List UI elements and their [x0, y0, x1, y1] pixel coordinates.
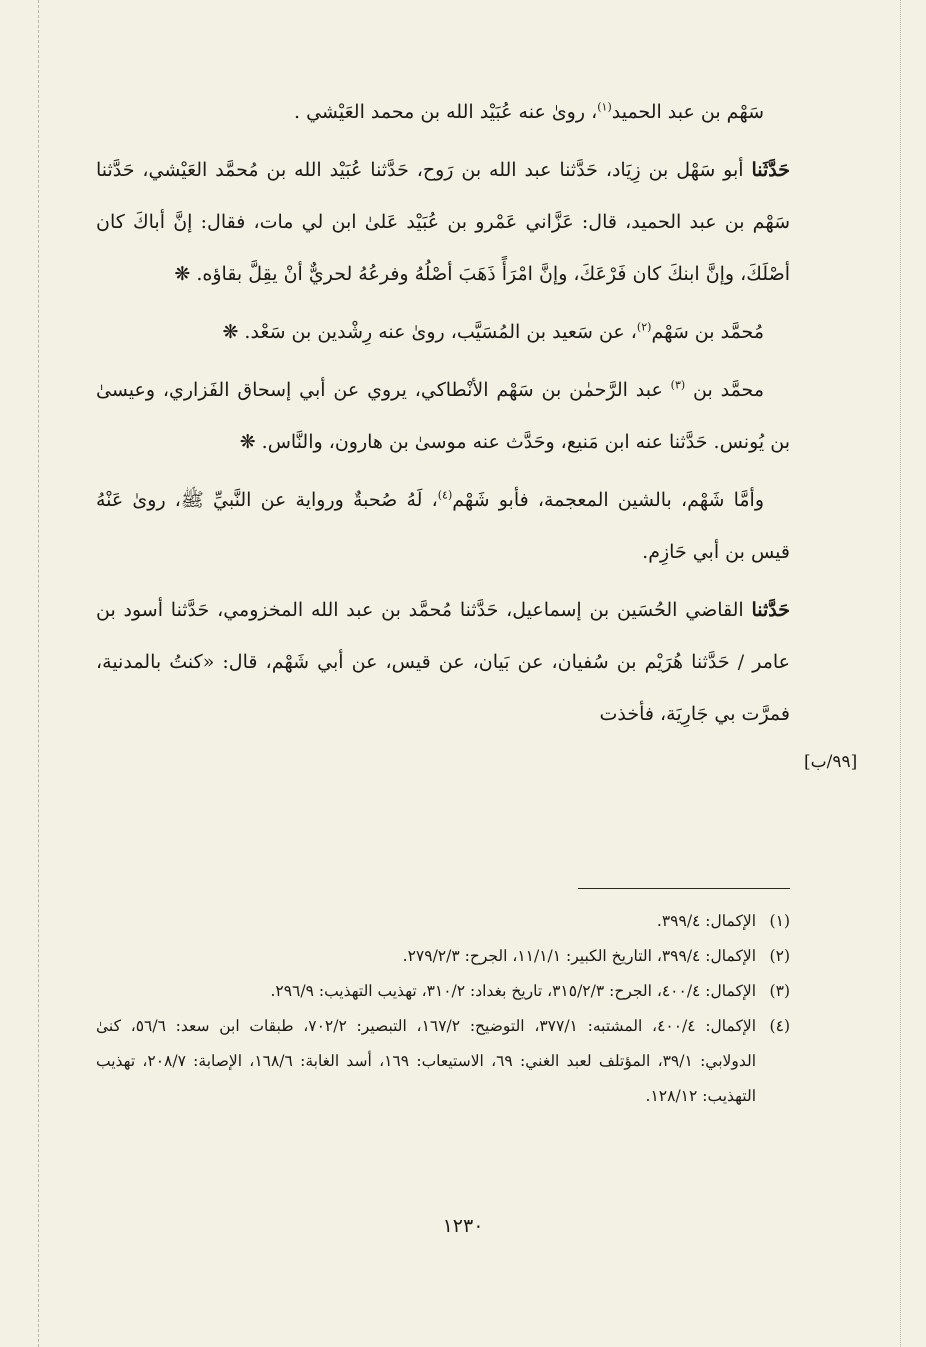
entry-text: ، لَهُ صُحبةٌ ورواية عن النَّبيِّ ﷺ، روىٰ عَنْهُ قيس بن أبي حَازِم. — [96, 489, 790, 563]
isnad-paragraph-2 — [96, 584, 790, 740]
haddathana-lead: حَدَّثَنا — [751, 159, 790, 181]
manuscript-folio-marker: [٩٩/ب] — [804, 752, 858, 772]
footnote-ref-2: (٢) — [636, 320, 652, 334]
entry-muhammad-ibn-sahm — [96, 306, 790, 358]
scan-edge-right — [900, 0, 901, 1347]
entry-text: محمَّد بن — [685, 379, 764, 401]
entry-text: ، عن سَعيد بن المُسَيَّب، روىٰ عنه رِشْدين بن سَعْد. ❋ — [222, 321, 637, 343]
footnote-text: الإكمال: ٣٩٩/٤. — [656, 912, 756, 930]
isnad-paragraph-1 — [96, 144, 790, 300]
entry-text: وأمَّا شَهْم، بالشين المعجمة، فأبو شَهْم — [452, 489, 764, 511]
entry-text: مُحمَّد بن سَهْم — [651, 321, 764, 343]
page-number: ١٢٣٠ — [442, 1215, 484, 1237]
footnote-divider — [578, 888, 790, 889]
footnote-number: (٢) — [769, 947, 790, 965]
footnote-2 — [96, 939, 790, 974]
isnad-text: أبو سَهْل بن زِيَاد، حَدَّثنا عبد الله بن رَوح، حَدَّثنا عُبَيْد الله بن مُحمَّد العَيْشي، حَدَّثنا سَهْم بن عبد الحميد، قال: عَزَّاني عَمْرو بن عُبَيْد عَلىٰ ابن لي مات، فقال: إنَّ أباكَ كان أصْلَكَ، وإنَّ ابنكَ كان فَرْعَكَ، وإنَّ امْرَأً ذَهَبَ أصْلُهُ وفرعُهُ لحريٌّ أنْ يقِلَّ بقاؤه. ❋ — [96, 159, 790, 285]
footnote-ref-3: (٣) — [670, 378, 686, 392]
entry-abu-shahm — [96, 474, 790, 578]
footnote-text: الإكمال: ٣٩٩/٤، التاريخ الكبير: ١١/١/١، الجرح: ٢٧٩/٢/٣. — [402, 947, 756, 965]
entry-muhammad-ibn-abd-al-rahman — [96, 364, 790, 468]
footnote-text: الإكمال: ٤٠٠/٤، الجرح: ٣١٥/٢/٣، تاريخ بغداد: ٣١٠/٢، تهذيب التهذيب: ٢٩٦/٩. — [270, 982, 756, 1000]
entry-text: عبد الرَّحمٰن بن سَهْم الأنْطاكي، يروي عن أبي إسحاق الفَزاري، وعيسىٰ بن يُونس. حَدَّثنا عنه ابن مَنيع، وحَدَّث عنه موسىٰ بن هارون، والنَّاس. ❋ — [96, 379, 790, 453]
haddathana-lead: حَدَّثنا — [751, 599, 790, 621]
footnote-text: الإكمال: ٤٠٠/٤، المشتبه: ٣٧٧/١، التوضيح: ١٦٧/٢، التبصير: ٧٠٢/٢، طبقات ابن سعد: ٥٦/٦، كنىٰ الدولابي: ٣٩/١، المؤتلف لعبد الغني: ٦٩، الاستيعاب: ١٦٩، أسد الغابة: ١٦٨/٦، الإصابة: ٢٠٨/٧، تهذيب التهذيب: ١٢٨/١٢. — [96, 1017, 757, 1105]
footnote-1 — [96, 904, 790, 939]
footnote-number: (٣) — [769, 982, 790, 1000]
footnote-ref-4: (٤) — [437, 488, 453, 502]
entry-sahm-ibn-abd-al-hamid — [96, 86, 790, 138]
entry-text: ، روىٰ عنه عُبَيْد الله بن محمد العَيْشي . — [294, 101, 598, 123]
footnotes — [96, 904, 790, 1114]
footnote-ref-1: (١) — [597, 100, 612, 114]
footnote-4 — [96, 1009, 790, 1114]
main-text — [96, 86, 790, 746]
footnote-number: (٤) — [769, 1017, 790, 1035]
entry-text: سَهْم بن عبد الحميد — [611, 101, 764, 123]
isnad-text: القاضي الحُسَين بن إسماعيل، حَدَّثنا مُحمَّد بن عبد الله المخزومي، حَدَّثنا أسود بن عامر / حَدَّثنا هُرَيْم بن سُفيان، عن بَيان، عن قيس، عن أبي شَهْم، قال: «كنتُ بالمدنية، فمرَّت بي جَارِيَة، فأخذت — [96, 599, 790, 725]
scan-edge-left — [38, 0, 39, 1347]
footnote-number: (١) — [769, 912, 790, 930]
footnote-3 — [96, 974, 790, 1009]
